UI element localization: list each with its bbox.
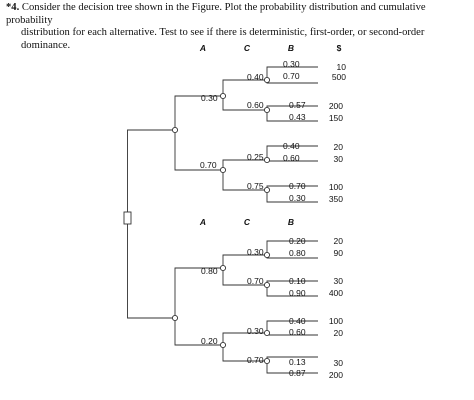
header-a-top: A bbox=[199, 43, 207, 53]
problem-text-1: Consider the decision tree shown in the Figure. Plot the probability distribution and cumulative probability bbox=[6, 2, 426, 26]
prob-c: 0.30 bbox=[247, 326, 264, 336]
payoff: 500 bbox=[331, 72, 346, 82]
chance-node bbox=[264, 282, 269, 287]
prob-b: 0.43 bbox=[289, 112, 306, 122]
prob-b: 0.90 bbox=[289, 288, 306, 298]
header-c-top: C bbox=[243, 43, 251, 53]
chance-nodes bbox=[172, 77, 269, 363]
top-labels bbox=[200, 59, 346, 204]
prob-b: 0.20 bbox=[289, 236, 306, 246]
payoff: 30 bbox=[333, 276, 343, 286]
prob-c: 0.70 bbox=[247, 276, 264, 286]
decision-node bbox=[124, 212, 131, 224]
chance-node bbox=[220, 167, 225, 172]
payoff: 100 bbox=[328, 316, 343, 326]
chance-node bbox=[172, 315, 177, 320]
chance-node bbox=[220, 342, 225, 347]
payoff: 20 bbox=[333, 142, 343, 152]
chance-node bbox=[220, 93, 225, 98]
prob-a: 0.20 bbox=[201, 336, 218, 346]
chance-node bbox=[264, 157, 269, 162]
chance-node bbox=[264, 77, 269, 82]
prob-b: 0.30 bbox=[289, 193, 306, 203]
header-a-mid: A bbox=[199, 217, 207, 227]
chance-node bbox=[264, 358, 269, 363]
payoff: 30 bbox=[333, 358, 343, 368]
payoff: 200 bbox=[328, 370, 343, 380]
payoff: 20 bbox=[333, 236, 343, 246]
payoff: 400 bbox=[328, 288, 343, 298]
payoff: 10 bbox=[336, 62, 346, 72]
payoff: 90 bbox=[333, 248, 343, 258]
prob-b: 0.60 bbox=[283, 153, 300, 163]
chance-node bbox=[264, 252, 269, 257]
prob-c: 0.70 bbox=[247, 355, 264, 365]
prob-b: 0.40 bbox=[283, 141, 300, 151]
prob-b: 0.30 bbox=[283, 59, 300, 69]
prob-b: 0.70 bbox=[283, 71, 300, 81]
header-c-mid: C bbox=[243, 217, 251, 227]
root-branches bbox=[128, 130, 176, 318]
payoff: 150 bbox=[328, 113, 343, 123]
payoff: 350 bbox=[328, 194, 343, 204]
payoff: 30 bbox=[333, 154, 343, 164]
prob-a: 0.30 bbox=[201, 93, 218, 103]
prob-b: 0.10 bbox=[289, 276, 306, 286]
payoff: 200 bbox=[328, 101, 343, 111]
prob-c: 0.75 bbox=[247, 181, 264, 191]
header-b-top: B bbox=[287, 43, 295, 53]
prob-b: 0.57 bbox=[289, 100, 306, 110]
chance-node bbox=[172, 127, 177, 132]
problem-text-2: distribution for each alternative. Test to see if there is deterministic, first-order, or second-order dominance. bbox=[21, 27, 425, 51]
payoff: 100 bbox=[328, 182, 343, 192]
chance-node bbox=[264, 187, 269, 192]
prob-b: 0.13 bbox=[289, 357, 306, 367]
prob-c: 0.60 bbox=[247, 100, 264, 110]
header-dollar: $ bbox=[336, 43, 342, 53]
prob-b: 0.40 bbox=[289, 316, 306, 326]
chance-node bbox=[220, 265, 225, 270]
prob-c: 0.25 bbox=[247, 152, 264, 162]
chance-node bbox=[264, 330, 269, 335]
chance-node bbox=[264, 107, 269, 112]
prob-c: 0.40 bbox=[247, 72, 264, 82]
top-alt-branches bbox=[175, 96, 223, 170]
prob-b: 0.80 bbox=[289, 248, 306, 258]
payoff: 20 bbox=[333, 328, 343, 338]
header-b-mid: B bbox=[287, 217, 295, 227]
prob-b: 0.70 bbox=[289, 181, 306, 191]
prob-a: 0.80 bbox=[201, 266, 218, 276]
prob-a: 0.70 bbox=[200, 160, 217, 170]
bottom-alt-branches bbox=[175, 268, 223, 345]
prob-b: 0.60 bbox=[289, 327, 306, 337]
prob-b: 0.87 bbox=[289, 368, 306, 378]
prob-c: 0.30 bbox=[247, 247, 264, 257]
problem-number: *4. bbox=[6, 2, 20, 13]
